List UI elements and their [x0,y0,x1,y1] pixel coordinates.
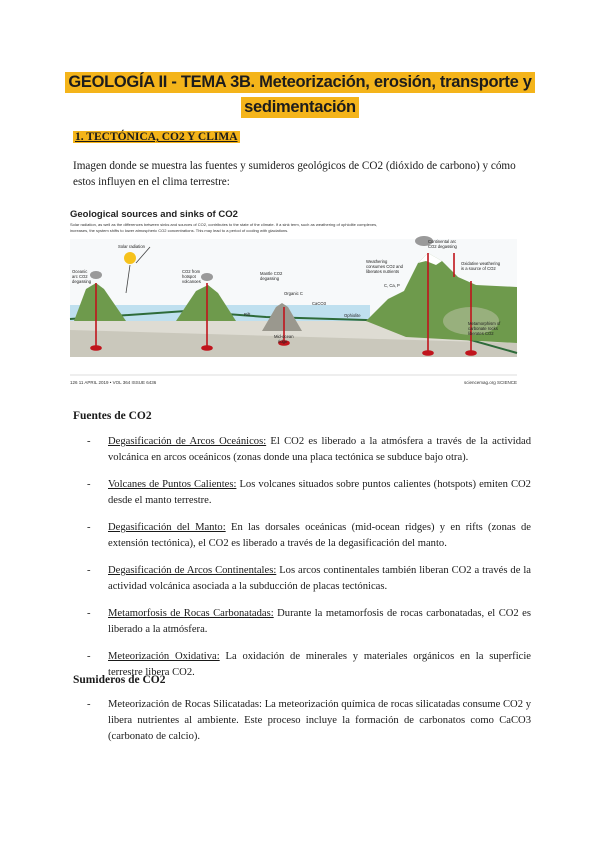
label-oceanic-3: degassing [72,279,92,284]
arrow-base [91,346,101,350]
list-item-term: Degasificación de Arcos Continentales: [108,565,277,576]
list-item: - Degasificación del Manto: En las dorsales oceánicas (mid-ocean ridges) y en rifts (zonas de extensión tectónica), el CO2 es liberado a través de la degasificación del manto. [87,522,531,549]
list-item: - Degasificación de Arcos Oceánicos: El CO2 es liberado a la atmósfera a través de la actividad volcánica en arcos oceánicos (zonas donde una placa tectónica se subduce bajo otra). [87,436,531,463]
document-title [0,72,600,122]
label-solar: Solar radiation [118,244,146,249]
list-item-term: Degasificación del Manto: [108,522,226,533]
label-metamorphism-1: Metamorphism of [468,321,501,326]
co2-sources-sinks-figure [66,203,521,390]
list-item-term: Degasificación de Arcos Oceánicos: [108,436,267,447]
label-hotspot-2: hotspot [182,274,196,279]
figure-footer-left: 126 11 APRIL 2019 • VOL 364 ISSUE 6436 [70,380,157,385]
label-mantle-1: Mantle CO2 [260,271,283,276]
label-weathering-2: consumes CO2 and [366,264,404,269]
sources-heading: Fuentes de CO2 [73,410,152,422]
list-item-text: Durante la metamorfosis de rocas carbonatadas, el CO2 es liberado a la atmósfera. [108,608,531,635]
arrow-base [202,346,212,350]
list-item: - Degasificación de Arcos Continentales: Los arcos continentales también liberan CO2 a través de la actividad volcánica asociada a la subducción de placas tectónicas. [87,565,531,592]
label-hotspot-3: volcanoes [182,279,201,284]
arrow-base [466,351,476,355]
list-item-text: En las dorsales oceánicas (mid-ocean ridges) y en rifts (zonas de extensión tectónica), el CO2 es liberado a través de la degasificación del manto. [108,522,531,549]
figure-caption-line-2: increases, the system shifts to lower atmospheric CO2 concentrations. This may lead to a period of cooling with glaciations. [70,228,289,233]
label-ridge-1: Mid-ocean [274,334,294,339]
list-item-term: Meteorización Oxidativa: [108,651,220,662]
label-oxidative-1: Oxidative weathering [461,261,501,266]
label-continental-2: CO2 degassing [428,244,457,249]
list-item-term: Metamorfosis de Rocas Carbonatadas: [108,608,274,619]
label-oceanic-1: Oceanic [72,269,88,274]
label-weathering-1: Weathering [366,259,388,264]
label-ccap: C, Ca, P [384,283,400,288]
list-item-text: Meteorización de Rocas Silicatadas: La meteorización química de rocas silicatadas consume CO2 y libera nutrientes al ambiente. Este proceso incluye la formación de carbonatos como CaCO3 (carbonato de calcio). [108,699,531,742]
list-item-text: Los volcanes situados sobre puntos calientes (hotspots) emiten CO2 desde el manto terrestre. [108,479,531,506]
smoke-plume-icon [201,273,213,281]
title-line-2: sedimentación [241,97,359,118]
figure-title: Geological sources and sinks of CO2 [70,209,238,220]
list-item: - Meteorización de Rocas Silicatadas: La meteorización química de rocas silicatadas consume CO2 y libera nutrientes al ambiente. Este proceso incluye la formación de carbonatos como CaCO3 (carbonato de calcio). [87,699,531,742]
label-metamorphism-2: carbonate rocks [468,326,498,331]
intro-paragraph: Imagen donde se muestra las fuentes y sumideros geológicos de CO2 (dióxido de carbono) y cómo estos influyen en el clima terrestre: [73,160,516,188]
label-weathering-3: liberates nutrients [366,269,400,274]
label-ophiolite: Ophiolite [344,313,361,318]
list-item-term: Volcanes de Puntos Calientes: [108,479,237,490]
label-continental-1: Continental arc [428,239,457,244]
label-caco3: CaCO3 [312,301,326,306]
figure-footer-right: sciencemag.org SCIENCE [463,380,517,385]
label-organic: Organic C [284,291,303,296]
label-rift: Rift [244,312,251,317]
arrow-base [423,351,433,355]
list-item: - Meteorización Oxidativa: La oxidación de minerales y materiales orgánicos en la superficie terrestre libera CO2. [87,651,532,678]
label-oxidative-2: is a source of CO2 [461,266,496,271]
sinks-heading: Sumideros de CO2 [73,674,166,686]
list-item-text: La oxidación de minerales y materiales orgánicos en la superficie terrestre libera CO2. [108,651,532,678]
label-oceanic-2: arc CO2 [72,274,88,279]
label-metamorphism-3: liberates CO2 [468,331,494,336]
label-mantle-2: degassing [260,276,280,281]
list-item: - Volcanes de Puntos Calientes: Los volcanes situados sobre puntos calientes (hotspots) emiten CO2 desde el manto terrestre. [87,479,531,506]
smoke-plume-icon [90,271,102,279]
title-line-1: GEOLOGÍA II - TEMA 3B. Meteorización, erosión, transporte y [65,72,534,93]
sinks-list [73,697,531,756]
list-item-text: Los arcos continentales también liberan CO2 a través de la actividad volcánica asociada a la subducción de placas tectónicas. [108,565,531,592]
figure-caption-line-1: Solar radiation, as well as the differences between sinks and sources of CO2, contributes to the state of the climate. If a sink term, such as weathering of ophiolite complexes, [70,222,378,227]
list-item-text: El CO2 es liberado a la atmósfera a través de la actividad volcánica en arcos oceánicos (zonas donde una placa tectónica se subduce bajo otra). [108,436,531,463]
label-ridge-2: ridge [278,339,288,344]
label-hotspot-1: CO2 from [182,269,201,274]
list-item: - Metamorfosis de Rocas Carbonatadas: Durante la metamorfosis de rocas carbonatadas, el CO2 es liberado a la atmósfera. [87,608,531,635]
sun-icon [124,252,136,264]
sources-list [73,434,531,692]
section-heading-tectonica: 1. TECTÓNICA, CO2 Y CLIMA [75,131,238,143]
